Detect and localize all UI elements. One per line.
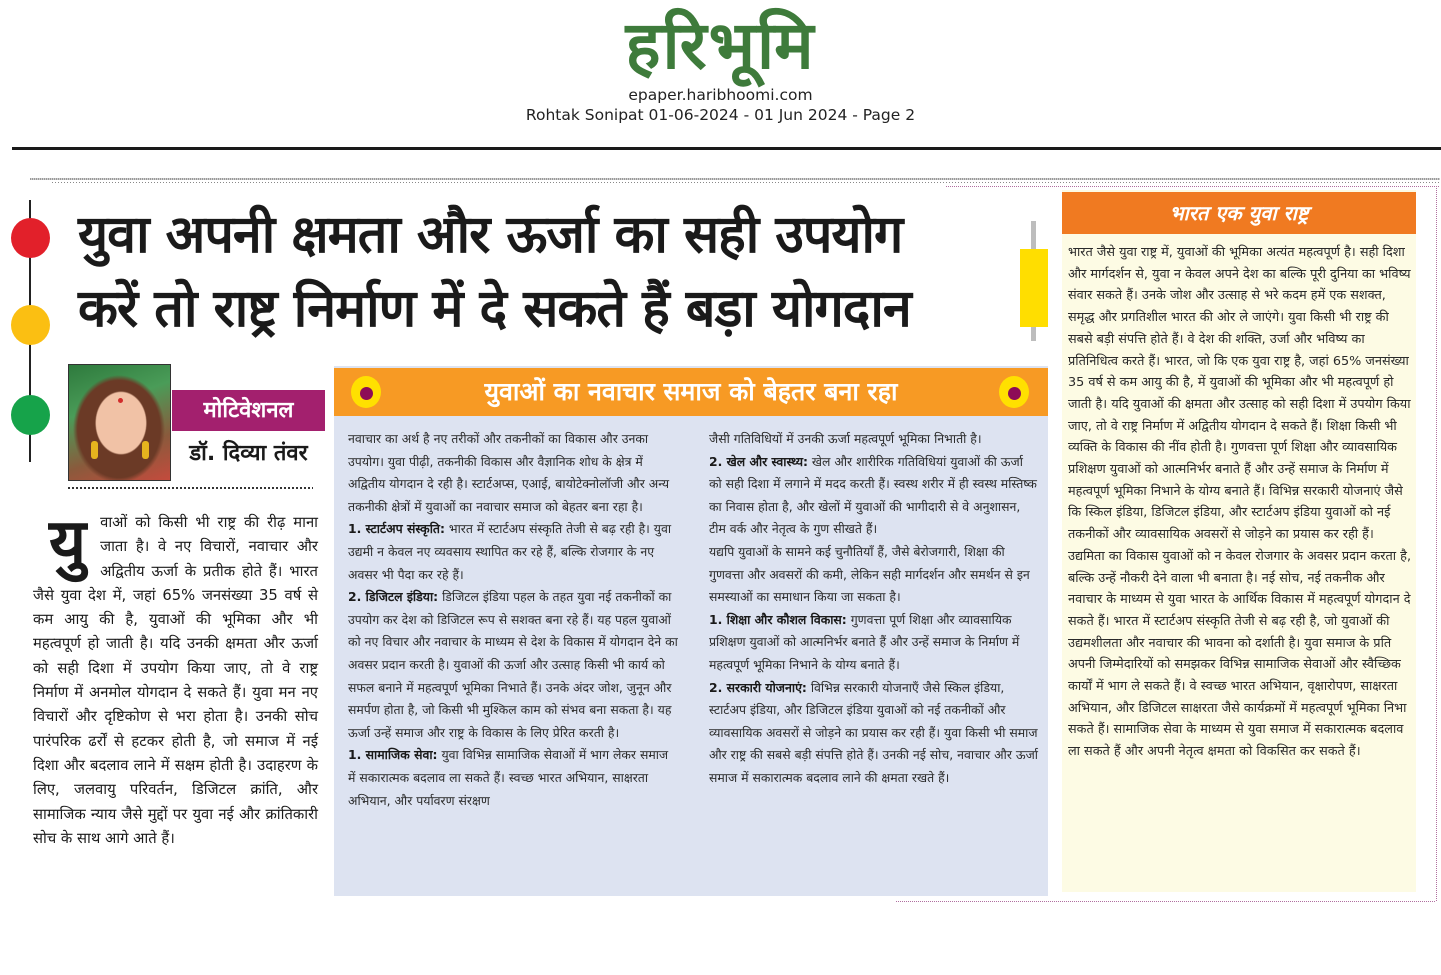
site-url[interactable]: epaper.haribhoomi.com xyxy=(628,86,813,104)
earring-right xyxy=(142,441,149,459)
point-text: विभिन्न सरकारी योजनाएँ जैसे स्किल इंडिया, स्टार्टअप इंडिया, और डिजिटल इंडिया युवाओं को नई तकनीकों और व्यावसायिक अवसरों से जोड़ने का प्रयास कर रही हैं। युवा किसी भी समाज और राष्ट्र की सबसे बड़ी संपत्ति होते हैं। उनकी नई सोच, नवाचार और ऊर्जा समाज में सकारात्मक बदलाव लाने की क्षमता रखते हैं। xyxy=(709,679,1038,785)
column-tag: मोटिवेशनल xyxy=(172,390,325,431)
sidebar-frame-right xyxy=(1436,186,1437,901)
point-text: भारत में स्टार्टअप संस्कृति तेजी से बढ़ रही है। युवा उद्यमी न केवल नए व्यवसाय स्थापित कर रहे हैं, बल्कि रोजगार के नए अवसर भी पैदा कर रहे हैं। xyxy=(348,521,672,582)
innovation-box xyxy=(334,366,1048,896)
point-heading: 2. सरकारी योजनाएं: xyxy=(709,679,807,695)
lead-text: वाओं को किसी भी राष्ट्र की रीढ़ माना जाता है। वे नए विचारों, नवाचार और अद्वितीय ऊर्जा के प्रतीक होते हैं। भारत जैसे युवा देश में, जहां 65% जनसंख्या 35 वर्ष से कम आयु की है, युवाओं की भूमिका और भी महत्वपूर्ण हो जाती है। यदि उनकी क्षमता और ऊर्जा को सही दिशा में उपयोग किया जाए, तो वे राष्ट्र निर्माण में अनमोल योगदान दे सकते हैं। युवा मन नए विचारों और दृष्टिकोण से भरा होता है। उनकी सोच पारंपरिक ढर्रों से हटकर होती है, जो समाज में नई दिशा और बदलाव लाने में सक्षम होती है। उदाहरण के लिए, जलवायु परिवर्तन, डिजिटल क्रांति, और सामाजिक न्याय जैसे मुद्दों पर युवा नई और क्रांतिकारी सोच के साथ आगे आते हैं। xyxy=(33,514,318,847)
eye-dot-icon xyxy=(999,376,1029,408)
innovation-point xyxy=(709,609,1039,677)
page-frame-top-dotted xyxy=(52,182,1440,183)
green-dot-icon xyxy=(11,395,50,435)
point-heading: 1. स्टार्टअप संस्कृति: xyxy=(348,521,445,537)
point-heading: 1. शिक्षा और कौशल विकास: xyxy=(709,611,847,627)
author-name: डॉ. दिव्या तंवर xyxy=(189,441,308,466)
bindi xyxy=(118,398,123,403)
headline-line-2: करें तो राष्ट्र निर्माण में दे सकते हैं बड़ा योगदान xyxy=(78,279,911,339)
red-dot-icon xyxy=(11,218,50,258)
sidebar-title: भारत एक युवा राष्ट्र xyxy=(1062,192,1416,234)
earring-left xyxy=(91,441,98,459)
innovation-point xyxy=(348,744,678,812)
sidebar-box xyxy=(1062,190,1416,892)
innovation-paragraph: यद्यपि युवाओं के सामने कई चुनौतियाँ हैं, जैसे बेरोजगारी, शिक्षा की गुणवत्ता और अवसरों की कमी, लेकिन सही मार्गदर्शन और समर्थन से इन समस्याओं का समाधान किया जा सकता है। xyxy=(709,543,1030,605)
point-text: युवा विभिन्न सामाजिक सेवाओं में भाग लेकर समाज में सकारात्मक बदलाव ला सकते हैं। स्वच्छ भारत अभियान, साक्षरता अभियान, और पर्यावरण संरक्षण xyxy=(348,747,669,808)
point-text: डिजिटल इंडिया पहल के तहत युवा नई तकनीकों का उपयोग कर देश को डिजिटल रूप से सशक्त बना रहे हैं। यह पहल युवाओं को नए विचार और नवाचार के माध्यम से देश के विकास में योगदान देने का अवसर प्रदान करती है। युवाओं की ऊर्जा और उत्साह किसी भी कार्य को सफल बनाने में महत्वपूर्ण भूमिका निभाते हैं। उनके अंदर जोश, जुनून और समर्पण होता है, जो किसी भी मुश्किल काम को संभव बना सकता है। यह ऊर्जा उन्हें समाज और राष्ट्र के विकास के लिए प्रेरित करती है। xyxy=(348,589,678,740)
innovation-banner xyxy=(334,368,1048,416)
innovation-intro: नवाचार का अर्थ है नए तरीकों और तकनीकों का विकास और उनका उपयोग। युवा पीढ़ी, तकनीकी विकास और वैज्ञानिक शोध के क्षेत्र में अद्वितीय योगदान दे रही है। स्टार्टअप्स, एआई, बायोटेक्नोलॉजी और अन्य तकनीकी क्षेत्रों में युवाओं का नवाचार समाज को बेहतर बना रहा है। xyxy=(348,431,670,514)
point-heading: 2. खेल और स्वास्थ्य: xyxy=(709,453,808,469)
innovation-column-2 xyxy=(709,428,1039,790)
edition-line: Rohtak Sonipat 01-06-2024 - 01 Jun 2024 - Page 2 xyxy=(525,106,916,124)
masthead-rule xyxy=(12,147,1441,150)
masthead xyxy=(0,0,1441,150)
point-text: गुणवत्ता पूर्ण शिक्षा और व्यावसायिक प्रशिक्षण युवाओं को आत्मनिर्भर बनाते हैं और उन्हें समाज के निर्माण में महत्वपूर्ण भूमिका निभाने के योग्य बनाते हैं। xyxy=(709,611,1020,672)
page-frame-top xyxy=(30,178,1440,180)
author-divider xyxy=(68,487,313,489)
dropcap: यु xyxy=(49,506,87,580)
innovation-point xyxy=(709,677,1039,790)
point-heading: 2. डिजिटल इंडिया: xyxy=(348,589,439,605)
author-photo xyxy=(68,364,171,481)
sidebar-frame-bottom xyxy=(896,901,1436,902)
innovation-point xyxy=(348,518,678,586)
point-text: खेल और शारीरिक गतिविधियां युवाओं की ऊर्जा को सही दिशा में लगाने में मदद करती हैं। स्वस्थ शरीर में ही स्वस्थ मस्तिष्क का निवास होता है, और खेलों में युवाओं की भागीदारी से वे अनुशासन, टीम वर्क और नेतृत्व के गुण सीखते हैं। xyxy=(709,453,1037,537)
innovation-point xyxy=(348,586,678,744)
sidebar-frame-top xyxy=(946,186,1440,187)
innovation-title: युवाओं का नवाचार समाज को बेहतर बना रहा xyxy=(484,377,898,406)
article-lead-column xyxy=(33,506,318,851)
point-heading: 1. सामाजिक सेवा: xyxy=(348,747,438,763)
headline-line-1: युवा अपनी क्षमता और ऊर्जा का सही उपयोग xyxy=(78,205,903,265)
newspaper-logo[interactable]: हरिभूमि xyxy=(625,7,816,84)
yellow-candle-icon xyxy=(1020,249,1048,327)
innovation-column-1 xyxy=(348,428,678,812)
article-headline xyxy=(78,198,1018,346)
innovation-continued: जैसी गतिविधियों में उनकी ऊर्जा महत्वपूर्ण भूमिका निभाती है। xyxy=(709,431,982,446)
yellow-dot-icon xyxy=(11,305,50,345)
sidebar-text: भारत जैसे युवा राष्ट्र में, युवाओं की भूमिका अत्यंत महत्वपूर्ण है। सही दिशा और मार्गदर्शन से, युवा न केवल अपने देश का बल्कि पूरी दुनिया का भविष्य संवार सकते हैं। उनके जोश और उत्साह से भरे कदम हमें एक सशक्त, समृद्ध और प्रगतिशील भारत की ओर ले जाएंगे। युवा किसी भी राष्ट्र की सबसे बड़ी संपत्ति होते हैं। वे देश की शक्ति, उर्जा और भविष्य का प्रतिनिधित्व करते हैं। भारत, जो कि एक युवा राष्ट्र है, जहां 65% जनसंख्या 35 वर्ष से कम आयु की है, में युवाओं की भूमिका और भी महत्वपूर्ण हो जाती है। यदि युवाओं की क्षमता और उत्साह को सही दिशा में उपयोग किया जाए, तो वे राष्ट्र निर्माण में अद्वितीय योगदान दे सकते हैं। शिक्षा किसी भी व्यक्ति के विकास की नींव होती है। गुणवत्ता पूर्ण शिक्षा और व्यावसायिक प्रशिक्षण युवाओं को आत्मनिर्भर बनाते हैं और उन्हें समाज के निर्माण में महत्वपूर्ण भूमिका निभाने के योग्य बनाते हैं। विभिन्न सरकारी योजनाएं जैसे कि स्किल इंडिया, डिजिटल इंडिया, और स्टार्टअप इंडिया युवाओं को नई तकनीकों और व्यावसायिक अवसरों से जोड़ने का प्रयास कर रही हैं। उद्यमिता का विकास युवाओं को न केवल रोजगार के अवसर प्रदान करता है, बल्कि उन्हें नौकरी देने वाला भी बनाता है। नई सोच, नई तकनीक और नवाचार के माध्यम से युवा भारत के आर्थिक विकास में महत्वपूर्ण योगदान दे सकते हैं। भारत में स्टार्टअप संस्कृति तेजी से बढ़ रही है, जो युवाओं की उद्यमशीलता और नवाचार की भावना को दर्शाती है। युवा समाज के प्रति अपनी जिम्मेदारियों को समझकर विभिन्न सामाजिक सेवाओं और स्वैच्छिक कार्यों में भाग ले सकते हैं। वे स्वच्छ भारत अभियान, वृक्षारोपण, साक्षरता अभियान, और डिजिटल साक्षरता जैसे कार्यक्रमों में महत्वपूर्ण भूमिका निभा सकते हैं। सामाजिक सेवा के माध्यम से युवा समाज में सकारात्मक बदलाव ला सकते हैं और अपनी नेतृत्व क्षमता को विकसित कर सकते हैं। xyxy=(1068,245,1412,760)
innovation-point xyxy=(709,451,1039,541)
